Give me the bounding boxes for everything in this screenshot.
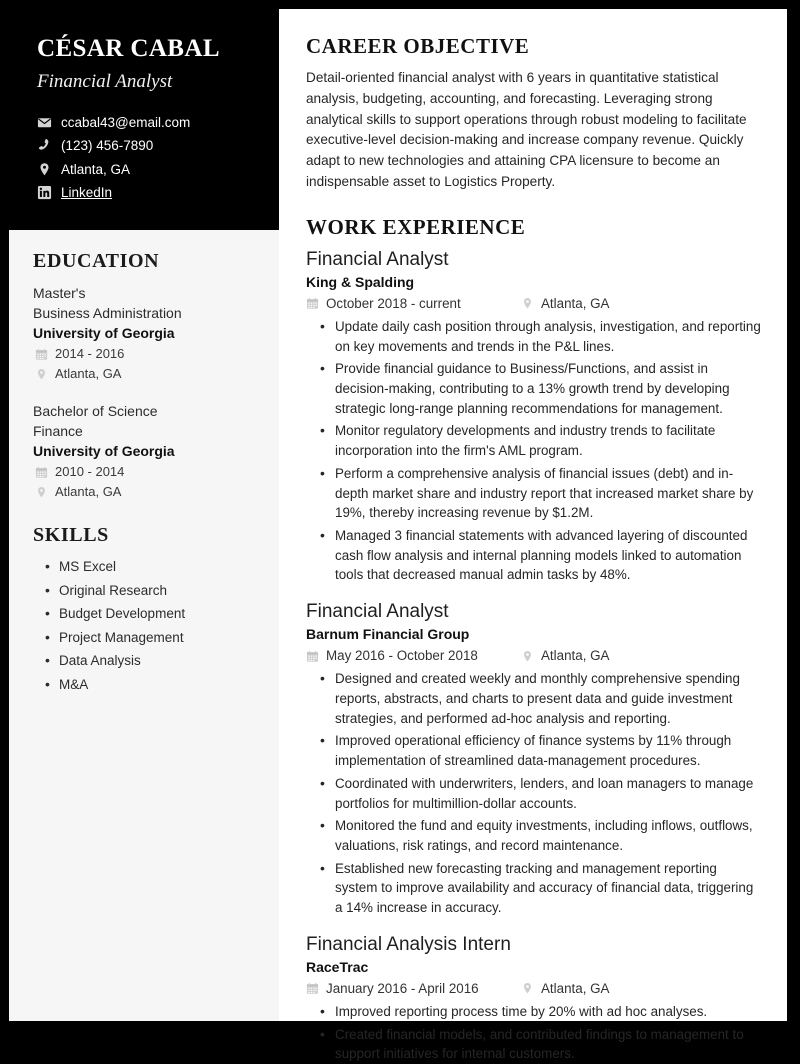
work-experience-entry — [306, 247, 761, 585]
calendar-icon — [35, 466, 48, 479]
job-company: King & Spalding — [306, 273, 415, 290]
career-objective-heading: CAREER OBJECTIVE — [306, 34, 530, 58]
map-pin-icon — [521, 297, 534, 310]
education-dates: 2014 - 2016 — [55, 346, 125, 362]
job-location-group — [521, 294, 609, 314]
work-experience-entry — [306, 599, 761, 918]
job-bullet: • Established new forecasting tracking and management reporting system to improve availability and accuracy of financial data, triggering a 14% increase in accuracy. — [318, 859, 761, 918]
phone-icon — [37, 138, 52, 153]
job-bullet: • Improved reporting process time by 20% with ad hoc analyses. — [318, 1002, 761, 1022]
contact-list — [33, 114, 255, 202]
education-school: University of Georgia — [33, 443, 175, 460]
job-bullet: • Update daily cash position through analysis, investigation, and reporting on key movements and trends in the P&L lines. — [318, 317, 761, 356]
calendar-icon — [306, 982, 319, 995]
job-location: Atlanta, GA — [541, 648, 610, 664]
candidate-name: CÉSAR CABAL — [37, 35, 220, 62]
job-dates: October 2018 - current — [326, 295, 461, 311]
job-role: Financial Analyst — [306, 601, 449, 623]
linkedin-icon — [37, 185, 52, 200]
education-location-row — [33, 364, 255, 384]
job-role: Financial Analysis Intern — [306, 933, 511, 955]
name-header-block — [9, 9, 279, 230]
envelope-icon — [37, 115, 52, 130]
skill-item: • Data Analysis — [45, 651, 255, 672]
job-meta — [306, 979, 761, 999]
job-bullet: • Designed and created weekly and monthly comprehensive spending reports, abstracts, and charts to present data and guide investment strategies, and performed ad-hoc analysis and reporting. — [318, 669, 761, 728]
job-bullet: • Created financial models, and contributed findings to management to support initiatives for internal customers. — [318, 1025, 761, 1064]
job-bullet: • Coordinated with underwriters, lenders, and loan managers to manage portfolios for multimillion-dollar accounts. — [318, 774, 761, 813]
job-location: Atlanta, GA — [541, 295, 610, 311]
job-company: Barnum Financial Group — [306, 626, 470, 643]
skills-list — [33, 557, 255, 695]
skill-item: • M&A — [45, 675, 255, 696]
job-dates-group — [306, 646, 521, 666]
skill-item: • MS Excel — [45, 557, 255, 578]
skills-heading: SKILLS — [33, 524, 109, 547]
education-entry — [33, 283, 255, 385]
resume-sheet — [9, 9, 787, 1062]
contact-phone-text: (123) 456-7890 — [61, 138, 154, 154]
job-bullet: • Monitor regulatory developments and industry trends to facilitate incorporation into the firm's AML program. — [318, 421, 761, 460]
skill-item: • Budget Development — [45, 604, 255, 625]
education-heading: EDUCATION — [33, 249, 160, 272]
main-column — [279, 9, 787, 1062]
job-bullet: • Improved operational efficiency of finance systems by 11% through implementation of streamlined data-management procedures. — [318, 731, 761, 770]
job-bullet: • Managed 3 financial statements with advanced layering of discounted cash flow analysis and internal planning models linked to automation tools that decreased manual admin tasks by 48%. — [318, 526, 761, 585]
map-pin-icon — [37, 162, 52, 177]
job-location-group — [521, 979, 609, 999]
career-objective-text: Detail-oriented financial analyst with 6 years in quantitative statistical analysis, budgeting, accounting, and forecasting. Leveraging strong analytical skills to support operations through robust modeling to facilitate executive-level decision-making and increase company revenue. Quickly adapt to new technologies and attaining CPA licensure to become an indispensable asset to Logistics Property. — [306, 70, 747, 189]
contact-phone[interactable] — [37, 137, 255, 155]
education-degree-level: Master's — [33, 284, 86, 301]
contact-email-text: ccabal43@email.com — [61, 114, 191, 130]
job-role: Financial Analyst — [306, 248, 449, 270]
education-entry — [33, 401, 255, 503]
job-location-group — [521, 646, 609, 666]
work-experience-entry — [306, 932, 761, 1064]
job-bullets — [306, 669, 761, 917]
job-bullets — [306, 1002, 761, 1064]
skill-item: • Original Research — [45, 581, 255, 602]
education-dates-row — [33, 462, 255, 482]
contact-location — [37, 161, 255, 179]
job-dates-group — [306, 294, 521, 314]
contact-linkedin[interactable] — [37, 184, 255, 202]
education-degree-level: Bachelor of Science — [33, 402, 158, 419]
calendar-icon — [306, 297, 319, 310]
calendar-icon — [35, 348, 48, 361]
job-bullets — [306, 317, 761, 585]
map-pin-icon — [521, 650, 534, 663]
education-dates: 2010 - 2014 — [55, 464, 125, 480]
job-dates: May 2016 - October 2018 — [326, 648, 478, 664]
education-dates-row — [33, 344, 255, 364]
sidebar-body — [9, 230, 279, 1021]
candidate-job-title: Financial Analyst — [37, 70, 173, 92]
education-degree-field: Business Administration — [33, 305, 182, 322]
calendar-icon — [306, 650, 319, 663]
job-bullet: • Perform a comprehensive analysis of financial issues (debt) and in-depth market share and industry report that increased market share by 19%, thereby increasing revenue by $1.2M. — [318, 464, 761, 523]
skill-item: • Project Management — [45, 628, 255, 649]
contact-linkedin-text: LinkedIn — [61, 185, 113, 201]
map-pin-icon — [521, 982, 534, 995]
education-location-row — [33, 482, 255, 502]
education-school: University of Georgia — [33, 325, 175, 342]
job-meta — [306, 646, 761, 666]
contact-email[interactable] — [37, 114, 255, 132]
job-dates: January 2016 - April 2016 — [326, 980, 479, 996]
job-company: RaceTrac — [306, 958, 369, 975]
education-degree-field: Finance — [33, 422, 83, 439]
map-pin-icon — [35, 486, 48, 499]
education-location: Atlanta, GA — [55, 484, 122, 500]
contact-location-text: Atlanta, GA — [61, 161, 131, 177]
work-experience-heading: WORK EXPERIENCE — [306, 214, 526, 239]
education-location: Atlanta, GA — [55, 366, 122, 382]
map-pin-icon — [35, 368, 48, 381]
job-location: Atlanta, GA — [541, 980, 610, 996]
job-dates-group — [306, 979, 521, 999]
job-bullet: • Provide financial guidance to Business/Functions, and assist in decision-making, contributing to a 13% growth trend by developing strategic long-range planning recommendations for management. — [318, 359, 761, 418]
sidebar — [9, 9, 279, 1021]
job-bullet: • Monitored the fund and equity investments, including inflows, outflows, valuations, risk ratings, and record maintenance. — [318, 816, 761, 855]
job-meta — [306, 294, 761, 314]
